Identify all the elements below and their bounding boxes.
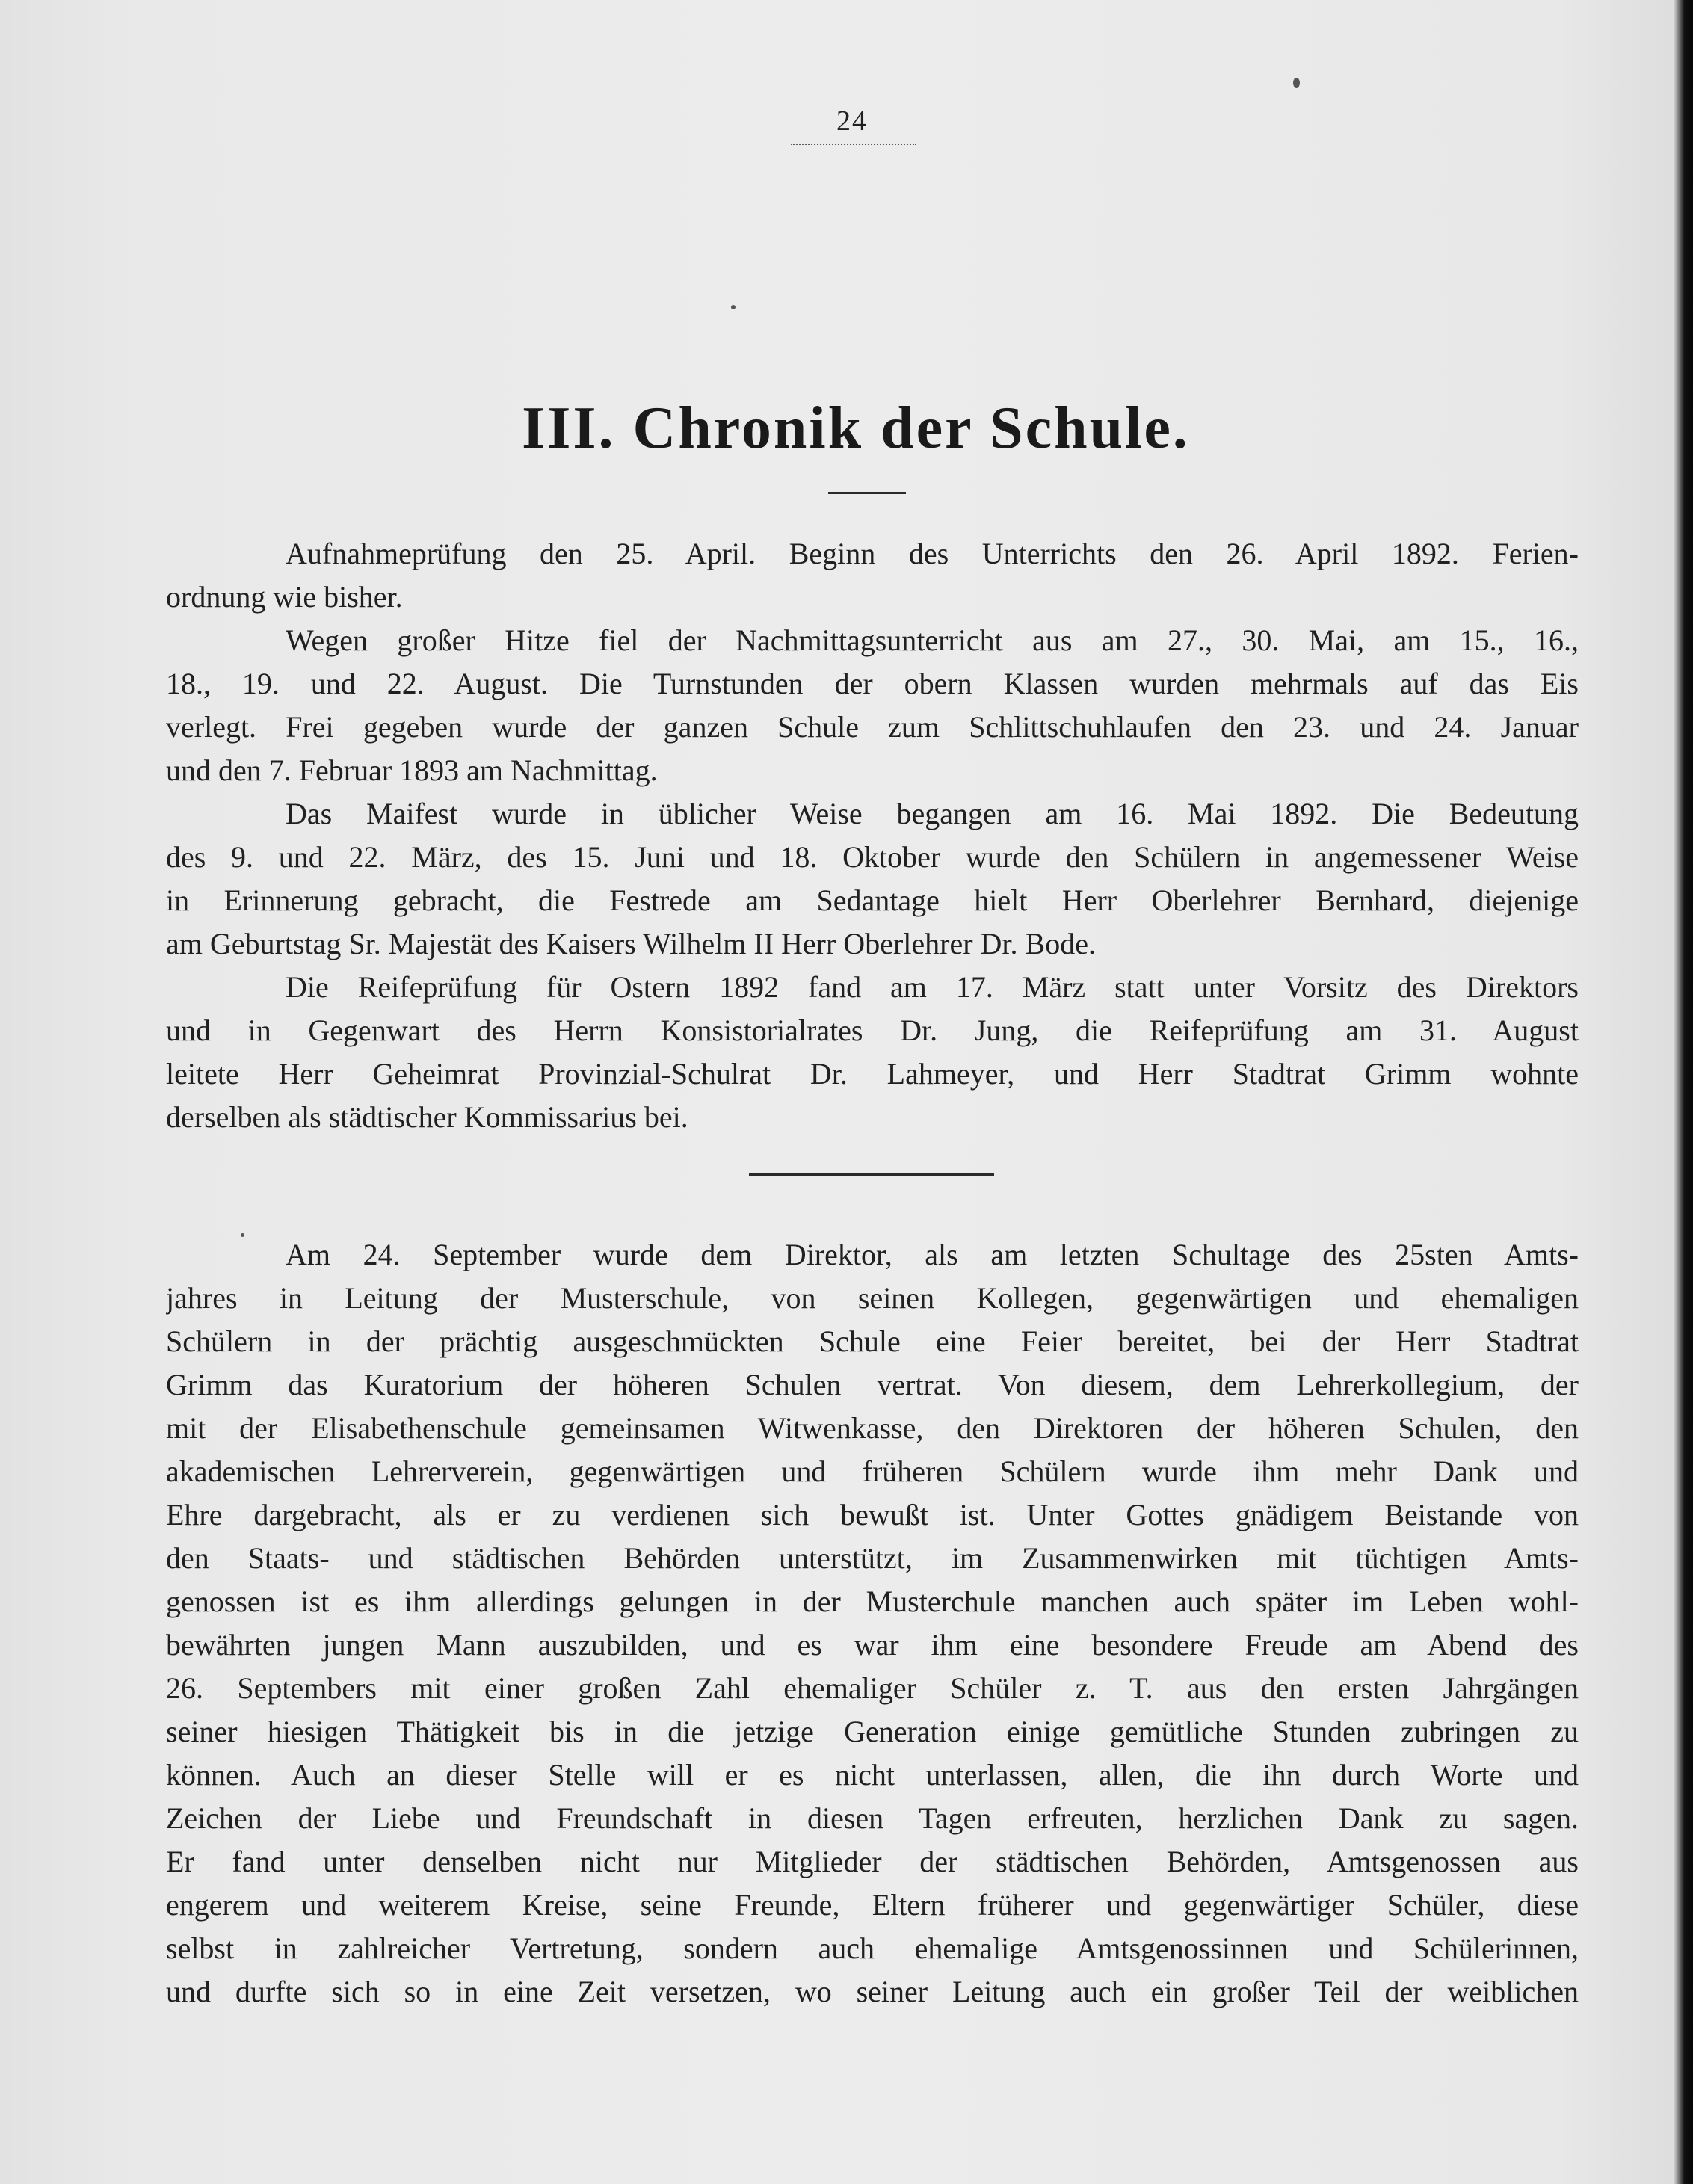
text-line: 26. Septembers mit einer großen Zahl ehemaliger Schüler z. T. aus den ersten Jahrgängen	[166, 1671, 1579, 1705]
chronicle-paragraph-block-1	[166, 532, 1579, 1139]
text-line: am Geburtstag Sr. Majestät des Kaisers Wilhelm II Herr Oberlehrer Dr. Bode.	[166, 927, 1096, 960]
text-line: engerem und weiterem Kreise, seine Freunde, Eltern früherer und gegenwärtiger Schüler, diese	[166, 1888, 1579, 1922]
text-line: Grimm das Kuratorium der höheren Schulen vertrat. Von diesem, dem Lehrerkollegium, der	[166, 1368, 1579, 1401]
title-divider	[828, 492, 906, 494]
chronicle-paragraph-block-2	[166, 1233, 1579, 2014]
text-line: Zeichen der Liebe und Freundschaft in diesen Tagen erfreuten, herzlichen Dank zu sagen.	[166, 1801, 1579, 1835]
text-line: jahres in Leitung der Musterschule, von seinen Kollegen, gegenwärtigen und ehemaligen	[166, 1281, 1579, 1315]
text-line: selbst in zahlreicher Vertretung, sondern auch ehemalige Amtsgenossinnen und Schülerinnen,	[166, 1931, 1579, 1965]
text-line: des 9. und 22. März, des 15. Juni und 18. Oktober wurde den Schülern in angemessener Weise	[166, 840, 1579, 874]
text-line: Wegen großer Hitze fiel der Nachmittagsunterricht aus am 27., 30. Mai, am 15., 16.,	[286, 623, 1579, 657]
page-binding-shadow	[1674, 0, 1693, 2184]
text-line: genossen ist es ihm allerdings gelungen in der Musterchule manchen auch später im Leben wohl-	[166, 1585, 1579, 1618]
ink-speck	[731, 305, 736, 309]
page-number: 24	[836, 105, 868, 137]
text-line: und in Gegenwart des Herrn Konsistorialrates Dr. Jung, die Reifeprüfung am 31. August	[166, 1014, 1579, 1047]
text-line: können. Auch an dieser Stelle will er es nicht unterlassen, allen, die ihn durch Worte und	[166, 1758, 1579, 1792]
text-line: Er fand unter denselben nicht nur Mitglieder der städtischen Behörden, Amtsgenossen aus	[166, 1845, 1579, 1878]
text-line: mit der Elisabethenschule gemeinsamen Witwenkasse, den Direktoren der höheren Schulen, den	[166, 1411, 1579, 1445]
text-line: leitete Herr Geheimrat Provinzial-Schulrat Dr. Lahmeyer, und Herr Stadtrat Grimm wohnte	[166, 1057, 1579, 1091]
text-line: in Erinnerung gebracht, die Festrede am Sedantage hielt Herr Oberlehrer Bernhard, diejenige	[166, 883, 1579, 917]
text-line: Ehre dargebracht, als er zu verdienen sich bewußt ist. Unter Gottes gnädigem Beistande von	[166, 1498, 1579, 1531]
text-line: Das Maifest wurde in üblicher Weise begangen am 16. Mai 1892. Die Bedeutung	[286, 797, 1579, 830]
page-title: III. Chronik der Schule.	[522, 395, 1190, 461]
text-line: bewährten jungen Mann auszubilden, und es war ihm eine besondere Freude am Abend des	[166, 1628, 1579, 1662]
text-line: akademischen Lehrerverein, gegenwärtigen und früheren Schülern wurde ihm mehr Dank und	[166, 1455, 1579, 1488]
text-line: Am 24. September wurde dem Direktor, als am letzten Schultage des 25sten Amts-	[286, 1238, 1579, 1271]
text-line: derselben als städtischer Kommissarius bei.	[166, 1100, 688, 1134]
text-line: Schülern in der prächtig ausgeschmückten Schule eine Feier bereitet, bei der Herr Stadtrat	[166, 1324, 1579, 1358]
text-line: den Staats- und städtischen Behörden unterstützt, im Zusammenwirken mit tüchtigen Amts-	[166, 1541, 1579, 1575]
text-line: und den 7. Februar 1893 am Nachmittag.	[166, 753, 658, 787]
page-number-underline	[791, 144, 916, 145]
section-divider	[749, 1173, 994, 1176]
text-line: ordnung wie bisher.	[166, 580, 403, 614]
text-line: seiner hiesigen Thätigkeit bis in die jetzige Generation einige gemütliche Stunden zubringen zu	[166, 1715, 1579, 1748]
ink-speck	[1293, 78, 1300, 88]
text-line: Die Reifeprüfung für Ostern 1892 fand am 17. März statt unter Vorsitz des Direktors	[286, 970, 1579, 1004]
text-line: und durfte sich so in eine Zeit versetzen, wo seiner Leitung auch ein großer Teil der weiblichen	[166, 1975, 1579, 2008]
text-line: Aufnahmeprüfung den 25. April. Beginn des Unterrichts den 26. April 1892. Ferien-	[286, 537, 1579, 570]
text-line: verlegt. Frei gegeben wurde der ganzen Schule zum Schlittschuhlaufen den 23. und 24. Januar	[166, 710, 1579, 744]
text-line: 18., 19. und 22. August. Die Turnstunden der obern Klassen wurden mehrmals auf das Eis	[166, 667, 1579, 700]
